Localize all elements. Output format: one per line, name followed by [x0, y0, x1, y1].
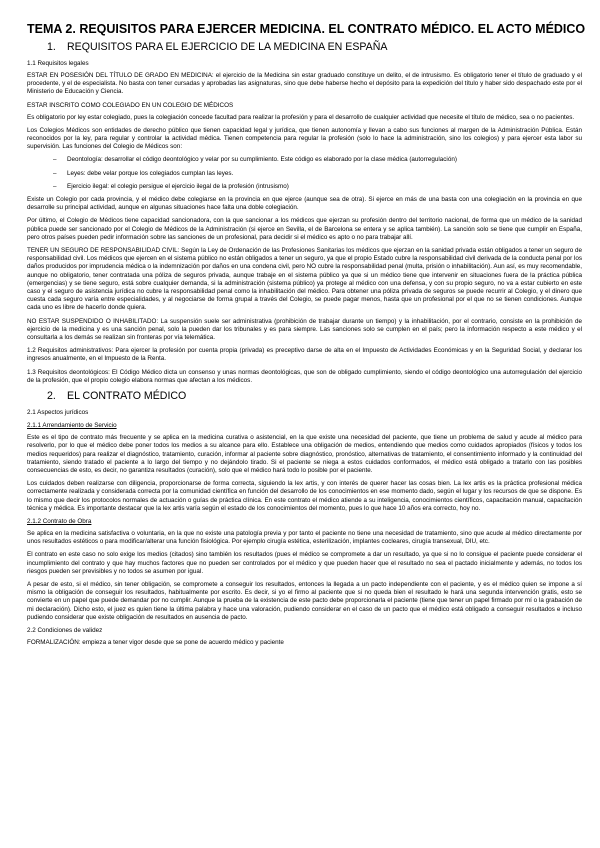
contrato-obra-heading: 2.1.2 Contrato de Obra — [27, 517, 92, 525]
requisito-seguro-label: TENER UN SEGURO DE RESPONSABILIDAD CIVIL — [27, 247, 178, 255]
arrendamiento-paragraph-2: Los cuidados deben realizarse con diligencia, proporcionarse de forma correcta, siguiendo la lex artis, y con interés de querer hacer las cosas bien. La lex artis es la práctica profesional médica correctamente realizada y considerada correcta por la comunidad científica en función del desarrollo de los conocimientos en ese momento dado, según el lugar y los recursos de que se dispone. Es lo mismo que decir los protocolos normales de actuación o guías de práctica clínica. En este contrato el médico atiende a su inteligencia, conocimientos científicos, capacitación manual, capacitación técnica y médica. Es importante destacar que la lex artis varía según el estado de los conocimientos del momento, pues lo que hace 10 años era correcto, hoy no. — [27, 480, 582, 512]
requisito-titulo-text: : el ejercicio de la Medicina sin estar graduado constituye un delito, el de intrusismo. Es obligatorio tener el título de graduado y el procedente, y el de especialista. No basta con tener cursadas y aprobadas las asignaturas, sino que debe haberse hecho el depósito para la expedición del título y haber sido despachado este por el Ministerio de Educación y Ciencia. — [27, 72, 582, 96]
section-1-title: REQUISITOS PARA EL EJERCICIO DE LA MEDICINA EN ESPAÑA — [67, 41, 388, 53]
section-1-heading — [47, 41, 582, 54]
subsection-2-2-heading: 2.2 Condiciones de validez — [27, 626, 103, 634]
contrato-obra-paragraph-3: A pesar de esto, si el médico, sin tener obligación, se compromete a conseguir los resultados, entonces la llegada a un pacto independiente con el paciente, y es el médico quien se impone a sí mismo la obligación de conseguir los resultados, habitualmente por escrito. Es decir, si yo el firmo al paciente que si no queda bien el resultado le hará una segunda intervención gratis, esto se convierte en un papel que puede demandar por no cumplir. Aunque la prueba de la existencia de este pacto debe proporcionarla el paciente (tiene que tener un papel firmado por mí o la grabación de mi declaración). Dicho esto, el juez es quien tiene la última palabra y hace una valoración, pudiendo considerar en el caso de un pacto que el médico está obligado a conseguir resultados e incluso pudiendo considerar que existe obligación de resultados en ausencia de pacto. — [27, 580, 582, 621]
colegio-paragraph-3: Existe un Colegio por cada provincia, y el médico debe colegiarse en la provincia en que ejerce (aunque sea de otra). Si ejerce en más de una basta con una colegiación en la provincia en que desarrolle su principal actividad, aunque en algunas situaciones hace falta una doble colegiación. — [27, 196, 582, 212]
requisito-titulo — [27, 72, 582, 97]
colegio-paragraph-2: Los Colegios Médicos son entidades de derecho público que tienen capacidad legal y jurídica, que tienen autonomía y llevan a cabo sus funciones al margen de la Administración Pública. Están reconocidos por la ley, para regular y controlar la actividad médica. Tienen competencia para regular la profesión (solo lo hace la administración, sino los colegios) y para ejercer esta labor su supervisión. Las funciones del Colegio de Médicos son: — [27, 126, 582, 151]
section-2-title: EL CONTRATO MÉDICO — [67, 390, 187, 403]
contrato-obra-paragraph-1: Se aplica en la medicina satisfactiva o voluntaria, en la que no existe una patología previa y por tanto el paciente no tiene una necesidad de tratamiento, sino que acude al médico directamente por unos resultados estéticos o para modificar/alterar una función fisiológica. Por ejemplo cirugía estética, esterilización, implantes cocleares, cirugía transexual, DIU, etc. — [27, 529, 582, 546]
section-1-number: 1. — [47, 41, 56, 53]
subsection-2-1-heading: 2.1 Aspectos jurídicos — [27, 409, 89, 417]
formalizacion — [27, 639, 582, 647]
colegio-paragraph-4: Por último, el Colegio de Médicos tiene capacidad sancionadora, con la que sancionar a los médicos que ejerzan su profesión dentro del territorio nacional, de forma que un médico de la sanidad pública puede ser sancionado por el Colegio de Médicos de la Administración (si ejerce en Sevilla, el de Barcelona se entera y se aplica también). La sanción solo se tiene que cumplir en España, pero otros países pueden pedir información sobre las sanciones de un profesional, para decidir si el médico es apto o no para trabajar allí. — [27, 217, 582, 241]
section-2-heading — [47, 390, 582, 403]
list-item: – Leyes: debe velar porque los colegiados cumplan las leyes. — [67, 170, 582, 178]
section-2-number: 2. — [47, 390, 56, 403]
contrato-obra-paragraph-2: El contrato en este caso no solo exige los medios (citados) sino también los resultados (pues el médico se compromete a dar un resultado, ya que si no lo consigue el paciente puede considerar el incumplimiento del contrato y que hay muchos factores que no pueden ser controlados por el médico y que pueden hacer que el resultado no sea el pactado inicialmente y además, no todos los riesgos pueden ser previsibles y no todos se asumen por igual. — [27, 551, 582, 575]
requisito-colegio-label: ESTAR INSCRITO COMO COLEGIADO EN UN COLEGIO DE MÉDICOS — [27, 101, 234, 109]
requisito-inhabilitado-text: : La suspensión suele ser administrativa (prohibición de trabajar durante un tiempo) y la inhabilitación, por el contrario, consiste en la prohibición de ejercicio de la medicina y es una sanción penal, solo la pueden dar los tribunales y es para siempre. Las sanciones solo se cumplen en el país; pero la información respecto a este médico y el consultarla a los demás se realizan sin fronteras por vía telemática. — [27, 317, 582, 342]
formalizacion-text: : empieza a tener vigor desde que se pone de acuerdo médico y paciente — [78, 638, 284, 646]
requisito-inhabilitado — [27, 318, 582, 343]
subsection-1-2: 1.2 Requisitos administrativos: Para ejercer la profesión por cuenta propia (privada) es preceptivo darse de alta en el Impuesto de Actividades Económicas y en la Seguridad Social, y declarar los ingresos anualmente, en el Impuesto de la Renta. — [27, 347, 582, 363]
list-item: – Ejercicio ilegal: el colegio persigue el ejercicio ilegal de la profesión (intrusismo) — [67, 183, 582, 191]
arrendamiento-heading: 2.1.1 Arrendamiento de Servicio — [27, 422, 117, 430]
list-item: – Deontología: desarrollar el código deontológico y velar por su cumplimiento. Este código es elaborado por la clase médica (autorregulación) — [67, 156, 582, 164]
requisito-inhabilitado-label: NO ESTAR SUSPENDIDO O INHABILITADO — [27, 317, 157, 325]
arrendamiento-paragraph-1: Este es el tipo de contrato más frecuente y se aplica en la medicina curativa o asistencial, en la que existe una necesidad del paciente, que tiene un problema de salud y acude al médico para resolverlo, por lo que el médico debe poner todos los medios a su alcance para ello. Establece una obligación de medios, entendiendo que medios como cuidados apropiados (físicos y todos los medios requeridos) para realizar el diagnóstico, tratamiento, curación, informar al paciente sobre diagnóstico, pronóstico, alternativas de tratamiento, el consentimiento informado y la continuidad del tratamiento, siendo tratado el paciente a lo largo del tiempo y no dejándolo tirado. Si el paciente se niega a estos cuidados conformados, el médico está obligado a tratarlo con las posibles consecuencias de esto, es decir, no garantiza resultados (curación), solo que el médico hará todo lo posible por el paciente. — [27, 434, 582, 474]
requisito-seguro — [27, 247, 582, 313]
requisito-seguro-text: : Según la Ley de Ordenación de las Profesiones Sanitarias los médicos que ejerzan en la sanidad privada están obligados a tener un seguro de responsabilidad civil. Los médicos que ejercen en el sistema público no están obligados a tener un seguro, ya que el propio Estado cubre la responsabilidad civil derivada de la conducta penal por los daños producidos por imprudencia médica o la indemnización por daños en una condena civil, pero NO cubre la responsabilidad penal (multa, prisión o inhabilitación). Aun así, es muy recomendable, aunque no obligatorio, tener contratada una póliza de seguros privada, aunque trabaje en el sistema público ya que si un médico tiene que intervenir en situaciones fuera de la práctica pública (emergencias) y se tiene seguro, está sobre cualquier demanda, si la administración (sistema público) ya protege al médico con una defensa, y con su propio seguro, no va a estar cubierto en este caso y el seguro de asistencia jurídica no cubre la responsabilidad penal como la inhabilitación del médico. Para obtener una póliza privada de seguros se puede recurrir al Colegio, y el dinero que cuesta cada seguro varía entre especialidades, y al negociarse de forma grupal a través del Colegio, se puede pagar menos, hasta que un profesional por el que no se tienen condiciones. Aunque cada uno es libre de hacerlo donde quiera. — [27, 247, 582, 312]
formalizacion-label: FORMALIZACIÓN — [27, 638, 79, 646]
document-title: TEMA 2. REQUISITOS PARA EJERCER MEDICINA. EL CONTRATO MÉDICO. EL ACTO MÉDICO — [27, 22, 586, 36]
subsection-1-1-heading: 1.1 Requisitos legales — [27, 60, 89, 67]
colegio-paragraph-1: Es obligatorio por ley estar colegiado, pues la colegiación concede facultad para realizar la profesión y para el desarrollo de cualquier actividad que necesite el título de médico, sea o no pacientes. — [27, 113, 575, 121]
requisito-titulo-label: ESTAR EN POSESIÓN DEL TÍTULO DE GRADO EN MEDICINA — [27, 72, 212, 79]
subsection-1-3: 1.3 Requisitos deontológicos: El Código Médico dicta un consenso y unas normas deontológicas, que son de obligado cumplimiento, siendo el código deontológico una autorregulación del ejercicio de la profesión, que el propio colegio elabora normas que afectan a los médicos. — [27, 368, 582, 384]
colegio-functions-list — [27, 156, 582, 191]
